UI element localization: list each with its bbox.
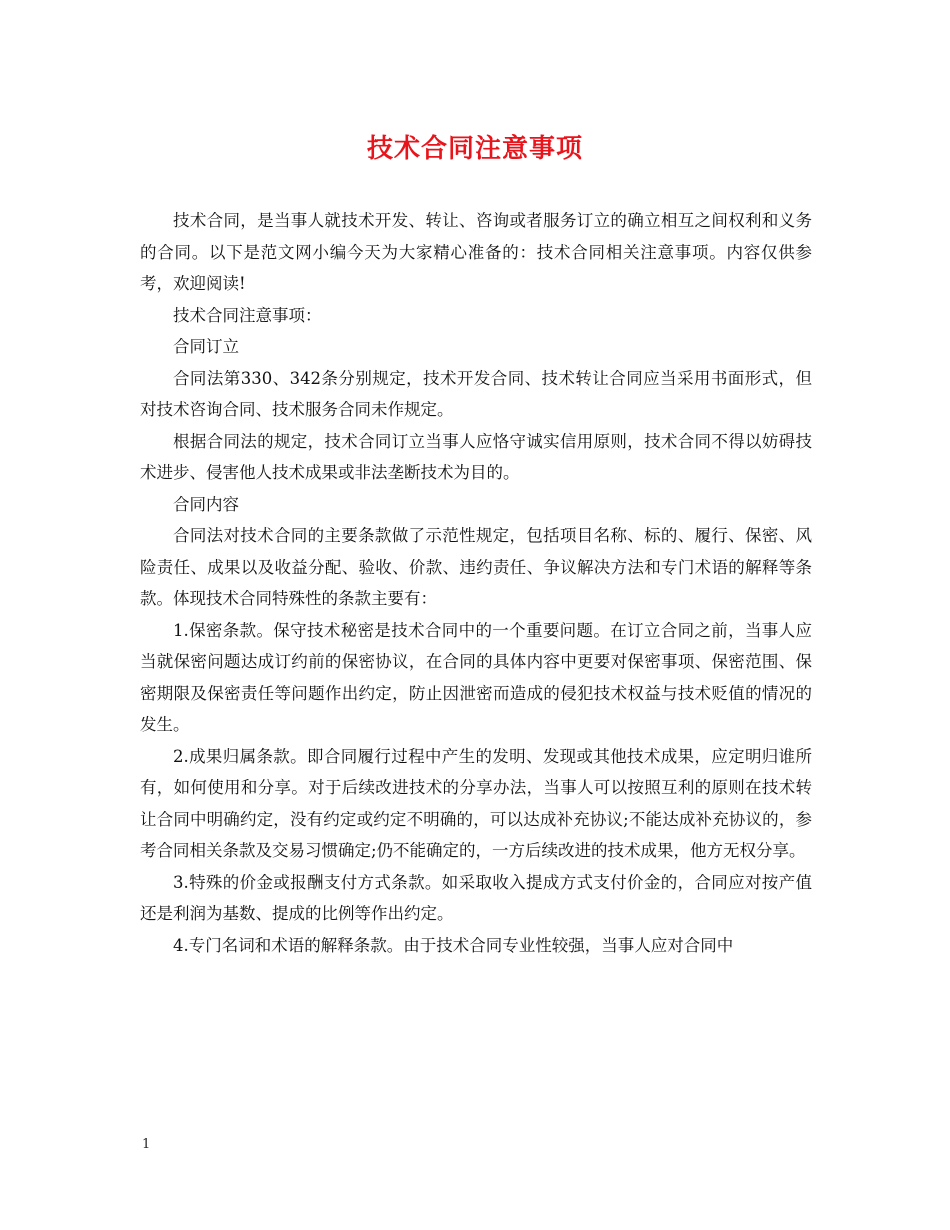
paragraph: 根据合同法的规定，技术合同订立当事人应恪守诚实信用原则，技术合同不得以妨碍技术进步、侵害他人技术成果或非法垄断技术为目的。 xyxy=(140,431,812,482)
paragraph: 2.成果归属条款。即合同履行过程中产生的发明、发现或其他技术成果，应定明归谁所有，如何使用和分享。对于后续改进技术的分享办法，当事人可以按照互利的原则在技术转让合同中明确约定，没有约定或约定不明确的，可以达成补充协议;不能达成补充协议的，参考合同相关条款及交易习惯确定;仍不能确定的，一方后续改进的技术成果，他方无权分享。 xyxy=(140,746,812,860)
section-heading: 合同内容 xyxy=(173,494,239,514)
paragraph: 1.保密条款。保守技术秘密是技术合同中的一个重要问题。在订立合同之前，当事人应当就保密问题达成订约前的保密协议，在合同的具体内容中更要对保密事项、保密范围、保密期限及保密责任等问题作出约定，防止因泄密而造成的侵犯技术权益与技术贬值的情况的发生。 xyxy=(140,620,812,734)
paragraph: 4.专门名词和术语的解释条款。由于技术合同专业性较强，当事人应对合同中 xyxy=(173,935,734,955)
paragraph: 合同法对技术合同的主要条款做了示范性规定，包括项目名称、标的、履行、保密、风险责任、成果以及收益分配、验收、价款、违约责任、争议解决方法和专门术语的解释等条款。体现技术合同特殊性的条款主要有： xyxy=(140,526,812,608)
page-number: 1 xyxy=(142,1137,151,1152)
paragraph: 3.特殊的价金或报酬支付方式条款。如采取收入提成方式支付价金的，合同应对按产值还是利润为基数、提成的比例等作出约定。 xyxy=(140,872,812,923)
document-body xyxy=(140,205,812,961)
paragraph: 技术合同，是当事人就技术开发、转让、咨询或者服务订立的确立相互之间权利和义务的合同。以下是范文网小编今天为大家精心准备的：技术合同相关注意事项。内容仅供参考，欢迎阅读! xyxy=(140,211,812,293)
document-title: 技术合同注意事项 xyxy=(366,134,583,164)
section-heading: 合同订立 xyxy=(173,337,239,356)
paragraph: 技术合同注意事项： xyxy=(173,305,322,325)
paragraph: 合同法第330、342条分别规定，技术开发合同、技术转让合同应当采用书面形式，但对技术咨询合同、技术服务合同未作规定。 xyxy=(140,368,812,419)
